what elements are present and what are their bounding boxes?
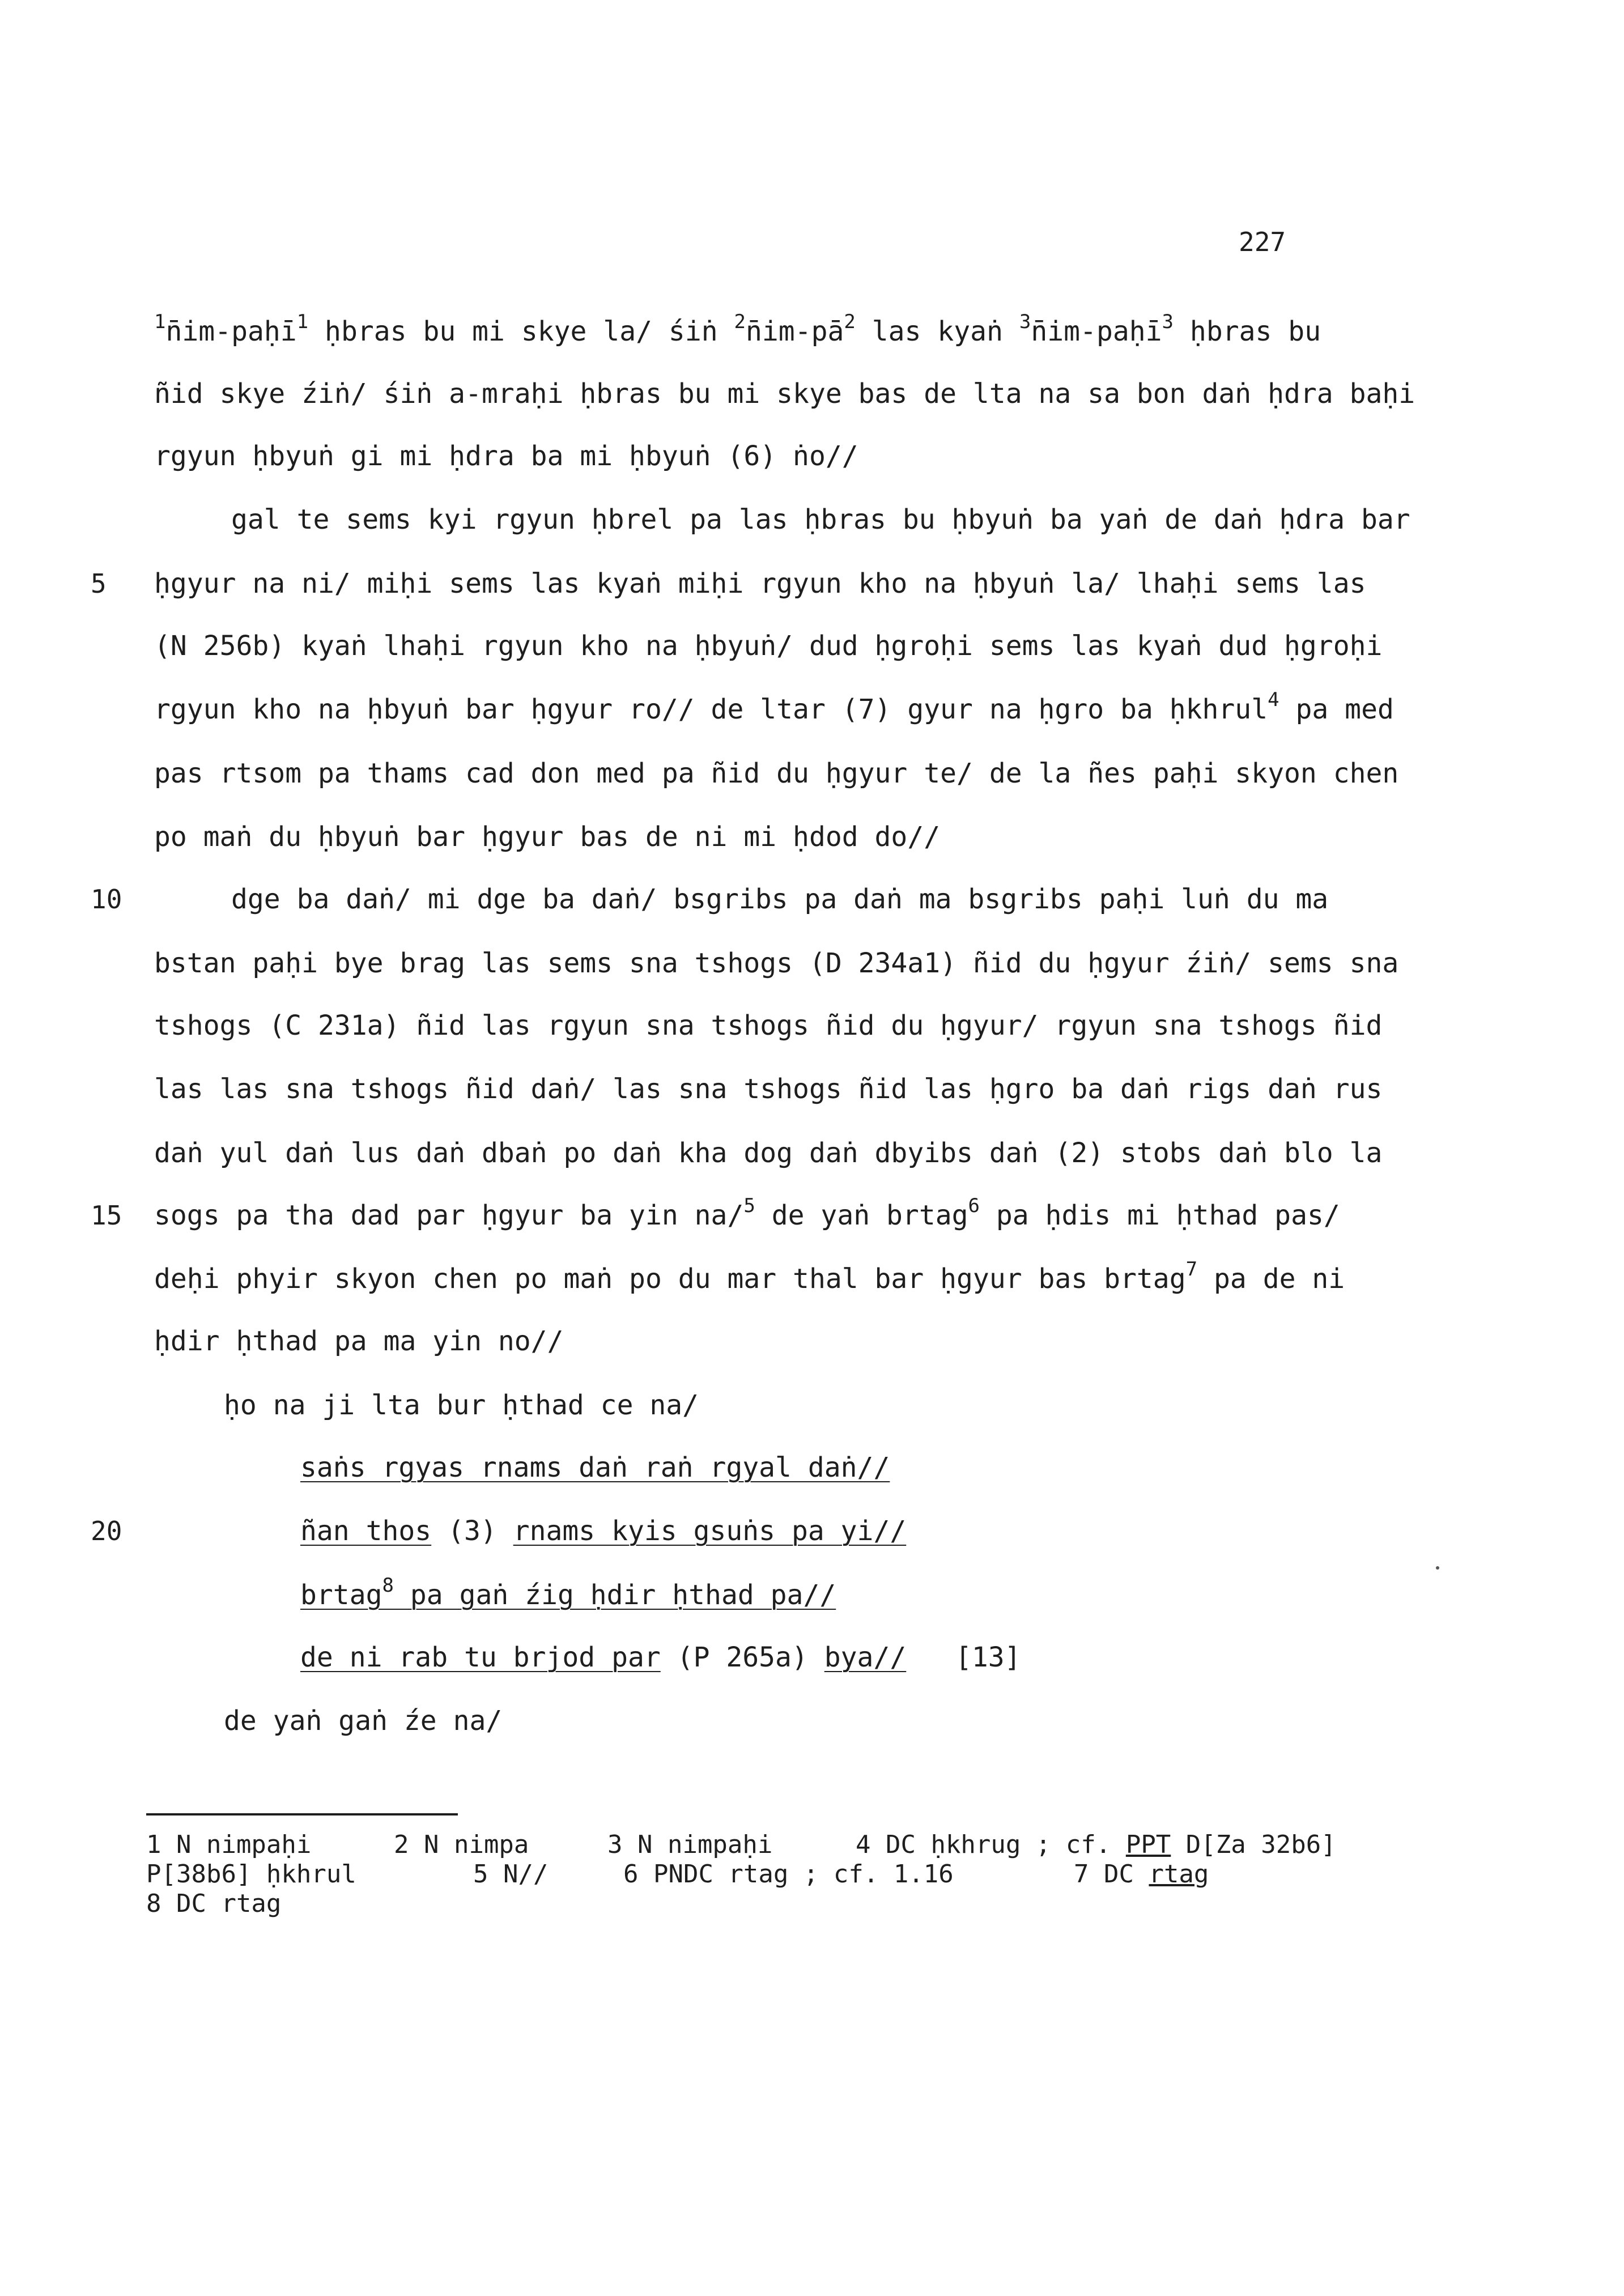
text-line-17: ḥdir ḥthad pa ma yin no// bbox=[154, 1325, 564, 1357]
verse-line-4 bbox=[300, 1640, 1624, 1674]
text-span: rnams kyis gsuṅs pa yi// bbox=[513, 1515, 907, 1547]
text-span: ḥbras bu mi skye la/ śiṅ bbox=[308, 316, 734, 347]
footnote-rule bbox=[146, 1813, 458, 1815]
text-span: ḥbras bu bbox=[1174, 316, 1321, 347]
footnote-ref: 6 bbox=[968, 1194, 980, 1217]
text-span: PPT bbox=[1125, 1830, 1171, 1859]
text-span: ñan thos bbox=[300, 1515, 432, 1547]
text-line-7 bbox=[154, 688, 1525, 726]
text-line-16 bbox=[154, 1258, 1525, 1296]
text-span: pa ḥdis mi ḥthad pas/ bbox=[980, 1200, 1340, 1231]
text-line-4: gal te sems kyi rgyun ḥbrel pa las ḥbras bu ḥbyuṅ ba yaṅ de daṅ ḥdra bar bbox=[231, 504, 1410, 535]
footnote-ref: 8 bbox=[382, 1574, 394, 1597]
text-span: rgyun kho na ḥbyuṅ bar ḥgyur ro// de ltar (7) gyur na ḥgro ba ḥkhrul bbox=[154, 694, 1268, 725]
text-line-23: de yaṅ gaṅ źe na/ bbox=[224, 1705, 503, 1737]
line-number-20: 20 bbox=[91, 1516, 122, 1546]
footnote-ref: 2 bbox=[844, 311, 856, 333]
text-line-12: tshogs (C 231a) ñid las rgyun sna tshogs ñid du ḥgyur/ rgyun sna tshogs ñid bbox=[154, 1010, 1383, 1041]
verse-line-3 bbox=[300, 1574, 1624, 1612]
footnote-8: 8 DC rtag bbox=[146, 1889, 282, 1918]
text-span: [13] bbox=[906, 1642, 1021, 1673]
line-number-15: 15 bbox=[91, 1200, 122, 1231]
text-span: sogs pa tha dad par ḥgyur ba yin na/ bbox=[154, 1200, 744, 1231]
footnote-5: 5 N// bbox=[473, 1860, 549, 1889]
footnote-2: 2 N nimpa bbox=[394, 1830, 529, 1859]
text-span: n̄im-pā bbox=[746, 316, 844, 347]
text-span: n̄im-paḥī bbox=[1031, 316, 1162, 347]
text-line-6: (N 256b) kyaṅ lhaḥi rgyun kho na ḥbyuṅ/ dud ḥgroḥi sems las kyaṅ dud ḥgroḥi bbox=[154, 630, 1383, 662]
line-number-5: 5 bbox=[91, 568, 107, 599]
text-span: de ni rab tu brjod par bbox=[300, 1642, 661, 1673]
text-line-5: ḥgyur na ni/ miḥi sems las kyaṅ miḥi rgyun kho na ḥbyuṅ la/ lhaḥi sems las bbox=[154, 568, 1366, 599]
footnote-6: 6 PNDC rtag ; cf. 1.16 bbox=[623, 1860, 954, 1889]
footnote-7 bbox=[1074, 1860, 1209, 1889]
text-line-14: daṅ yul daṅ lus daṅ dbaṅ po daṅ kha dog daṅ dbyibs daṅ (2) stobs daṅ blo la bbox=[154, 1137, 1383, 1169]
text-span: 4 DC ḥkhrug ; cf. bbox=[856, 1830, 1126, 1859]
text-line-15 bbox=[154, 1194, 1525, 1232]
verse-line-2 bbox=[300, 1514, 1624, 1548]
text-line-8: pas rtsom pa thams cad don med pa ñid du ḥgyur te/ de la ñes paḥi skyon chen bbox=[154, 758, 1399, 789]
text-span: D[Za 32b6] bbox=[1171, 1830, 1336, 1859]
footnote-3: 3 N nimpaḥi bbox=[607, 1830, 773, 1859]
text-span: brtag bbox=[300, 1579, 382, 1611]
footnote-ref: 3 bbox=[1162, 311, 1174, 333]
footnote-ref: 7 bbox=[1185, 1258, 1198, 1281]
text-span: (3) bbox=[431, 1515, 513, 1547]
footnote-ref: 3 bbox=[1019, 311, 1031, 333]
footnote-1: 1 N nimpaḥi bbox=[146, 1830, 312, 1859]
text-span: (P 265a) bbox=[660, 1642, 824, 1673]
text-line-10: dge ba daṅ/ mi dge ba daṅ/ bsgribs pa daṅ ma bsgribs paḥi luṅ du ma bbox=[231, 883, 1329, 915]
text-span: pa de ni bbox=[1197, 1263, 1345, 1295]
footnote-ref: 1 bbox=[296, 311, 309, 333]
page-number: 227 bbox=[1239, 227, 1286, 257]
footnote-4 bbox=[856, 1830, 1336, 1860]
line-number-10: 10 bbox=[91, 884, 122, 915]
footnote-ref: 2 bbox=[734, 311, 746, 333]
paper-speck bbox=[1436, 1566, 1439, 1570]
text-span: de yaṅ brtag bbox=[755, 1200, 968, 1231]
text-span: deḥi phyir skyon chen po maṅ po du mar thal bar ḥgyur bas brtag bbox=[154, 1263, 1186, 1295]
text-span: 7 DC bbox=[1074, 1860, 1149, 1889]
footnote-ref: 5 bbox=[743, 1194, 755, 1217]
text-line-11: bstan paḥi bye brag las sems sna tshogs (D 234a1) ñid du ḥgyur źiṅ/ sems sna bbox=[154, 947, 1399, 979]
text-span: rtag bbox=[1149, 1860, 1209, 1889]
footnote-ref: 4 bbox=[1268, 688, 1279, 711]
text-span: las kyaṅ bbox=[855, 316, 1019, 347]
text-line-18: ḥo na ji lta bur ḥthad ce na/ bbox=[224, 1389, 699, 1421]
text-span: n̄im-paḥī bbox=[165, 316, 297, 347]
verse-line-1: saṅs rgyas rnams daṅ raṅ rgyal daṅ// bbox=[300, 1452, 890, 1483]
text-line-3: rgyun ḥbyuṅ gi mi ḥdra ba mi ḥbyuṅ (6) ṅo// bbox=[154, 440, 858, 472]
text-span: pa med bbox=[1279, 694, 1394, 725]
text-line-9: po maṅ du ḥbyuṅ bar ḥgyur bas de ni mi ḥdod do// bbox=[154, 821, 941, 853]
footnote-4-cont: P[38b6] ḥkhrul bbox=[146, 1860, 356, 1889]
text-span: bya// bbox=[824, 1642, 907, 1673]
footnote-ref: 1 bbox=[154, 311, 166, 333]
text-span: pa gaṅ źig ḥdir ḥthad pa// bbox=[393, 1579, 836, 1611]
text-line-1 bbox=[154, 311, 1525, 348]
text-line-13: las las sna tshogs ñid daṅ/ las sna tshogs ñid las ḥgro ba daṅ rigs daṅ rus bbox=[154, 1073, 1383, 1105]
text-line-2: ñid skye źiṅ/ śiṅ a-mraḥi ḥbras bu mi skye bas de lta na sa bon daṅ ḥdra baḥi bbox=[154, 378, 1415, 410]
